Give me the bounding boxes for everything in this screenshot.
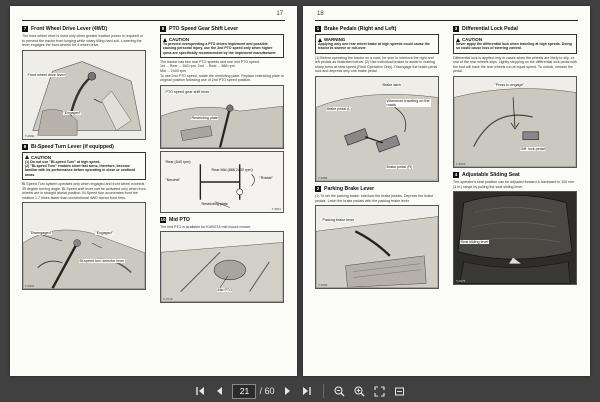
figure-id: T-3661: [271, 206, 281, 211]
label: Front wheel drive lever: [27, 72, 65, 77]
section-bi-speed-turn: [22, 144, 146, 291]
section-body-2: To use 2nd PTO speed, rotate the restricting plate. Replace restricting plate to original position following use of 2nd PTO speed position.: [160, 73, 284, 83]
figure-brake-pedals: [315, 76, 439, 182]
page-number-input[interactable]: [232, 384, 256, 399]
section-title: Mid PTO: [169, 216, 190, 223]
figure-mid-pto: [160, 231, 284, 303]
section-title: PTO Speed Gear Shift Lever: [169, 26, 239, 32]
section-brake-pedals: [315, 26, 439, 182]
section-front-wheel-drive: [22, 26, 146, 140]
figure-pto-lever: [160, 85, 284, 149]
section-pto-speed: [160, 26, 284, 213]
prev-page-icon[interactable]: [212, 383, 228, 399]
figure-diff-lock: [453, 76, 577, 168]
label: Parking brake lever: [322, 218, 355, 223]
illustration: [23, 203, 145, 289]
section-sliding-seat: [453, 172, 577, 285]
caution-line: Never apply the differential lock when traveling at high speeds. Doing so could cause loss of steering control.: [456, 42, 572, 51]
first-page-icon[interactable]: [192, 383, 208, 399]
left-column: [22, 26, 146, 294]
caution-box: [453, 34, 577, 54]
section-body: The front wheel drive is used only when greater traction power is required or to prevent the tractor from lunging while rotary tilling hard soil. Lowering the lever engages the front wheels for 4 wheel drive.: [22, 34, 144, 48]
section-title: Adjustable Sliding Seat: [462, 171, 520, 178]
pto-speeds-rear: 1st ... Rear ... 540 rpm, 2nd ... Rear ... 888 rpm: [160, 64, 235, 69]
section-body: (1) To set the parking brake: Interlock the brake pedals. Depress the brake pedals. Latch the brake pedals with the parking brake lever.: [315, 193, 434, 203]
warning-icon: [163, 38, 167, 42]
illustration: [161, 86, 283, 148]
label: Seat sliding lever: [460, 240, 489, 245]
fullscreen-icon[interactable]: [392, 383, 408, 399]
label: "Disengaged": [29, 231, 52, 236]
fit-icon[interactable]: [372, 383, 388, 399]
figure-id: T-3683: [318, 175, 328, 180]
label: Restricting plate: [191, 115, 218, 120]
label: Bi-speed turn selector lever: [79, 259, 125, 264]
section-title: Differential Lock Pedal: [462, 26, 518, 32]
caution-title: CAUTION: [31, 154, 52, 160]
page-number: 17: [276, 11, 283, 17]
caution-box: [160, 34, 284, 58]
section-body: Differential lock is applied only in cases when the wheels are likely to slip, or one of the rear wheels slips. Lightly stepping on the differential lock pedal with the foot will have the rear wheels run at equal speed. To unlock, release the pedal.: [453, 55, 577, 74]
caution-line: Applying only one rear wheel brake at high speeds could cause the tractor to swerve or roll-over.: [318, 42, 430, 51]
figure-id: T-3600: [318, 283, 328, 288]
left-page: [10, 6, 297, 376]
label: Restricting plate: [201, 201, 228, 206]
figure-id: T-0975: [456, 279, 466, 284]
illustration: [316, 77, 438, 181]
label: Brake latch: [382, 82, 401, 87]
page-indicator: [232, 384, 274, 399]
figure-pto-gate: [160, 151, 284, 213]
section-number: 3: [454, 26, 458, 31]
section-number: 7: [23, 26, 27, 31]
warning-icon: [456, 38, 460, 42]
label: Mid PTO: [217, 288, 232, 293]
section-number: 9: [161, 26, 165, 31]
caution-line: (1) Do not use "Bi-speed Turn" at high speed.: [25, 159, 101, 164]
figure-id: T-0990: [25, 133, 35, 138]
section-body: Bi-Speed Turn system operates only when engaged and front wheel exceeds 35 degree turning angle. Bi-Speed shift lever can be activated only when front wheels are in straight ahead position. Bi-Speed turn accelerates front tire rotation 1.7 times faster than conventional 4WD tractor front tires.: [22, 181, 146, 200]
figure-bi-speed-turn: [22, 202, 146, 290]
label: Diff. lock pedal: [520, 146, 545, 151]
warning-icon: [318, 38, 322, 42]
caution-title: WARNING: [324, 37, 346, 42]
section-title: Bi-Speed Turn Lever (if equipped): [31, 143, 114, 150]
section-number: 1: [316, 26, 320, 31]
figure-front-wheel-drive: [22, 50, 146, 140]
viewer-toolbar: [0, 380, 600, 402]
section-number: 4: [454, 171, 458, 177]
section-body: (1) Before operating the tractor on a road, be sure to interlock the right and left pedals as illustrated below. (2) Use individual brakes to assist in making sharp turns at slow speed (Field Operation Only). Disengage the brake pedal lock and depress only one brake pedal.: [315, 55, 438, 74]
last-page-icon[interactable]: [299, 383, 315, 399]
section-title: Brake Pedals (Right and Left): [324, 26, 397, 32]
illustration: [454, 192, 576, 284]
label: "Press to engage": [494, 82, 524, 87]
section-number: 8: [23, 143, 27, 149]
section-number: 2: [316, 185, 320, 191]
figure-parking-brake: [315, 205, 439, 289]
left-column: [315, 26, 439, 293]
label: "Rotate": [259, 175, 273, 180]
label: "Engaged": [95, 231, 113, 236]
illustration: [454, 77, 576, 167]
header-rule: [22, 20, 285, 21]
caution-title: CAUTION: [169, 37, 190, 42]
section-body: The tractor has two rear PTO speeds and one mid PTO speed.: [160, 59, 260, 64]
section-title: Front Wheel Drive Lever (4WD): [31, 26, 108, 32]
caution-line: (2) "Bi-speed Turn" enables short fast turns, therefore, become familiar with its performance before operating in close or confined areas.: [25, 164, 136, 177]
toolbar-divider: [323, 384, 324, 398]
label: Brake pedal (R): [386, 164, 413, 169]
next-page-icon[interactable]: [279, 383, 295, 399]
header-rule: [315, 20, 578, 21]
section-mid-pto: [160, 217, 284, 304]
section-body: The operator's seat position can be adjusted forward & backward in 100 mm (4 in.) range by pulling the seat sliding lever.: [453, 179, 575, 189]
figure-id: K-3710: [163, 297, 173, 302]
right-column: [160, 26, 284, 307]
label: "Neutral": [165, 177, 181, 182]
figure-id: T-0991: [25, 284, 35, 289]
figure-id: T-3603: [456, 161, 466, 166]
caution-title: CAUTION: [462, 37, 483, 42]
label: Brake pedal (L): [326, 106, 352, 111]
label: Rear Mid (888 2400 rpm): [211, 167, 253, 172]
section-diff-lock: [453, 26, 577, 168]
page-number: 18: [317, 11, 324, 17]
zoom-out-icon[interactable]: [332, 383, 348, 399]
section-parking-brake: [315, 186, 439, 289]
zoom-in-icon[interactable]: [352, 383, 368, 399]
pto-speeds-mid: Mid ... 2400 rpm: [160, 69, 186, 74]
section-body: The mid PTO is available for KUBOTA mid mount mower.: [160, 224, 251, 229]
illustration: [23, 51, 145, 139]
right-page: [303, 6, 590, 376]
figure-sliding-seat: [453, 191, 577, 285]
label: Whenever traveling on the roads: [386, 98, 430, 107]
caution-box: [22, 152, 146, 180]
caution-line: To prevent overspeeding a PTO driven implement and possible causing personal injury, use the 2nd PTO speed only when higher rpms are specifically recommended by the implement manufacturer.: [163, 42, 277, 55]
warning-icon: [25, 155, 29, 159]
section-number: 10: [160, 216, 166, 222]
label: "Engaged": [63, 110, 81, 115]
section-title: Parking Brake Lever: [324, 185, 375, 192]
warning-box: [315, 34, 439, 54]
label: Rear (540 rpm): [165, 159, 191, 164]
page-total: / 60: [259, 386, 275, 396]
right-column: [453, 26, 577, 289]
label: PTO speed gear shift lever: [165, 89, 210, 94]
